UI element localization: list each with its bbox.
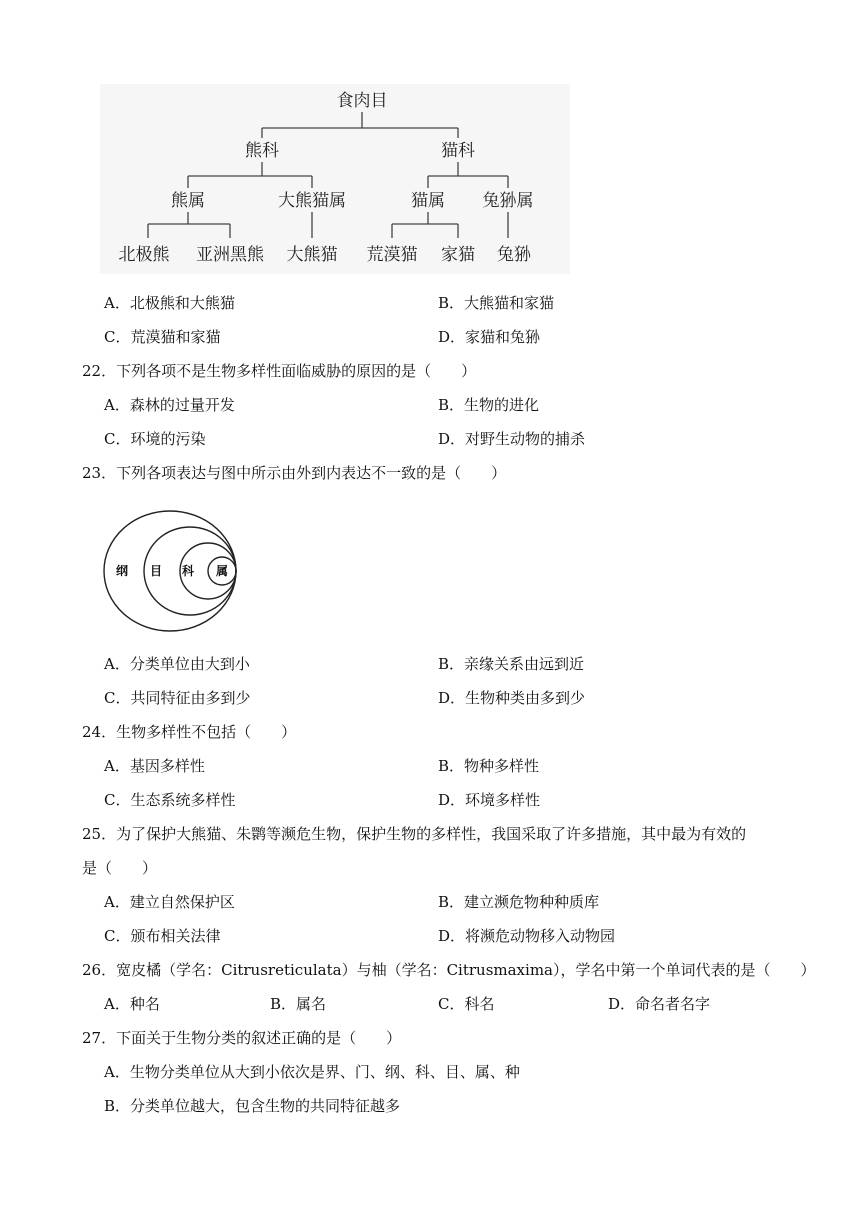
tree-genus-cat-label: 猫属 <box>411 191 445 211</box>
q24-option-c[interactable]: C．生态系统多样性 <box>104 791 236 809</box>
q25-stem-line1: 25．为了保护大熊猫、朱鹮等濒危生物，保护生物的多样性，我国采取了许多措施，其中最为有效的 <box>82 825 747 843</box>
q23-stem: 23．下列各项表达与图中所示由外到内表达不一致的是（ ） <box>82 464 507 482</box>
classification-tree-figure <box>100 84 570 274</box>
q22-option-b[interactable]: B．生物的进化 <box>438 396 540 414</box>
q26-option-a[interactable]: A．种名 <box>104 995 160 1013</box>
tree-species-manul: 兔狲 <box>497 245 531 265</box>
tree-genus-bear-label: 熊属 <box>171 191 205 211</box>
q25-option-a[interactable]: A．建立自然保护区 <box>104 893 235 911</box>
q27-option-b[interactable]: B．分类单位越大，包含生物的共同特征越多 <box>104 1097 401 1115</box>
q21-option-d[interactable]: D．家猫和兔狲 <box>438 328 541 346</box>
q25-option-c[interactable]: C．颁布相关法律 <box>104 927 221 945</box>
q26-option-c[interactable]: C．科名 <box>438 995 495 1013</box>
q21-option-a[interactable]: A．北极熊和大熊猫 <box>104 294 235 312</box>
circle-label-order: 目 <box>149 564 163 578</box>
q26-option-b[interactable]: B．属名 <box>270 995 327 1013</box>
tree-species-polar-bear: 北极熊 <box>118 245 170 265</box>
circle-label-class: 纲 <box>115 564 129 578</box>
nested-circles-figure <box>102 508 242 634</box>
tree-species-panda: 大熊猫 <box>286 245 338 265</box>
tree-species-asian-bear: 亚洲黑熊 <box>196 245 264 265</box>
q22-option-a[interactable]: A．森林的过量开发 <box>104 396 235 414</box>
q26-option-d[interactable]: D．命名者名字 <box>608 995 711 1013</box>
q23-option-a[interactable]: A．分类单位由大到小 <box>104 655 250 673</box>
q21-option-b[interactable]: B．大熊猫和家猫 <box>438 294 555 312</box>
tree-genus-panda-label: 大熊猫属 <box>278 191 346 211</box>
q24-stem: 24．生物多样性不包括（ ） <box>82 723 297 741</box>
q25-option-d[interactable]: D．将濒危动物移入动物园 <box>438 927 616 945</box>
tree-species-domestic-cat: 家猫 <box>441 245 475 265</box>
circle-label-genus: 属 <box>215 564 229 578</box>
q24-option-d[interactable]: D．环境多样性 <box>438 791 541 809</box>
q25-stem-line2: 是（ ） <box>82 859 158 877</box>
q23-option-d[interactable]: D．生物种类由多到少 <box>438 689 586 707</box>
tree-species-desert-cat: 荒漠猫 <box>366 245 418 265</box>
q27-option-a[interactable]: A．生物分类单位从大到小依次是界、门、纲、科、目、属、种 <box>104 1063 520 1081</box>
tree-family-bear-label: 熊科 <box>245 141 279 161</box>
q22-option-c[interactable]: C．环境的污染 <box>104 430 206 448</box>
q24-option-b[interactable]: B．物种多样性 <box>438 757 540 775</box>
q26-stem: 26．宽皮橘（学名：Citrusreticulata）与柚（学名：Citrusmaxima），学名中第一个单词代表的是（ ） <box>82 961 816 979</box>
tree-order-label: 食肉目 <box>336 91 388 111</box>
q21-option-c[interactable]: C．荒漠猫和家猫 <box>104 328 221 346</box>
q22-option-d[interactable]: D．对野生动物的捕杀 <box>438 430 586 448</box>
q24-option-a[interactable]: A．基因多样性 <box>104 757 205 775</box>
q27-stem: 27．下面关于生物分类的叙述正确的是（ ） <box>82 1029 402 1047</box>
q23-option-b[interactable]: B．亲缘关系由远到近 <box>438 655 585 673</box>
q25-option-b[interactable]: B．建立濒危物种种质库 <box>438 893 600 911</box>
circle-label-family: 科 <box>181 564 195 578</box>
tree-genus-lynx-label: 兔狲属 <box>482 191 534 211</box>
q23-option-c[interactable]: C．共同特征由多到少 <box>104 689 251 707</box>
q22-stem: 22．下列各项不是生物多样性面临威胁的原因的是（ ） <box>82 362 477 380</box>
tree-family-cat-label: 猫科 <box>441 141 475 161</box>
